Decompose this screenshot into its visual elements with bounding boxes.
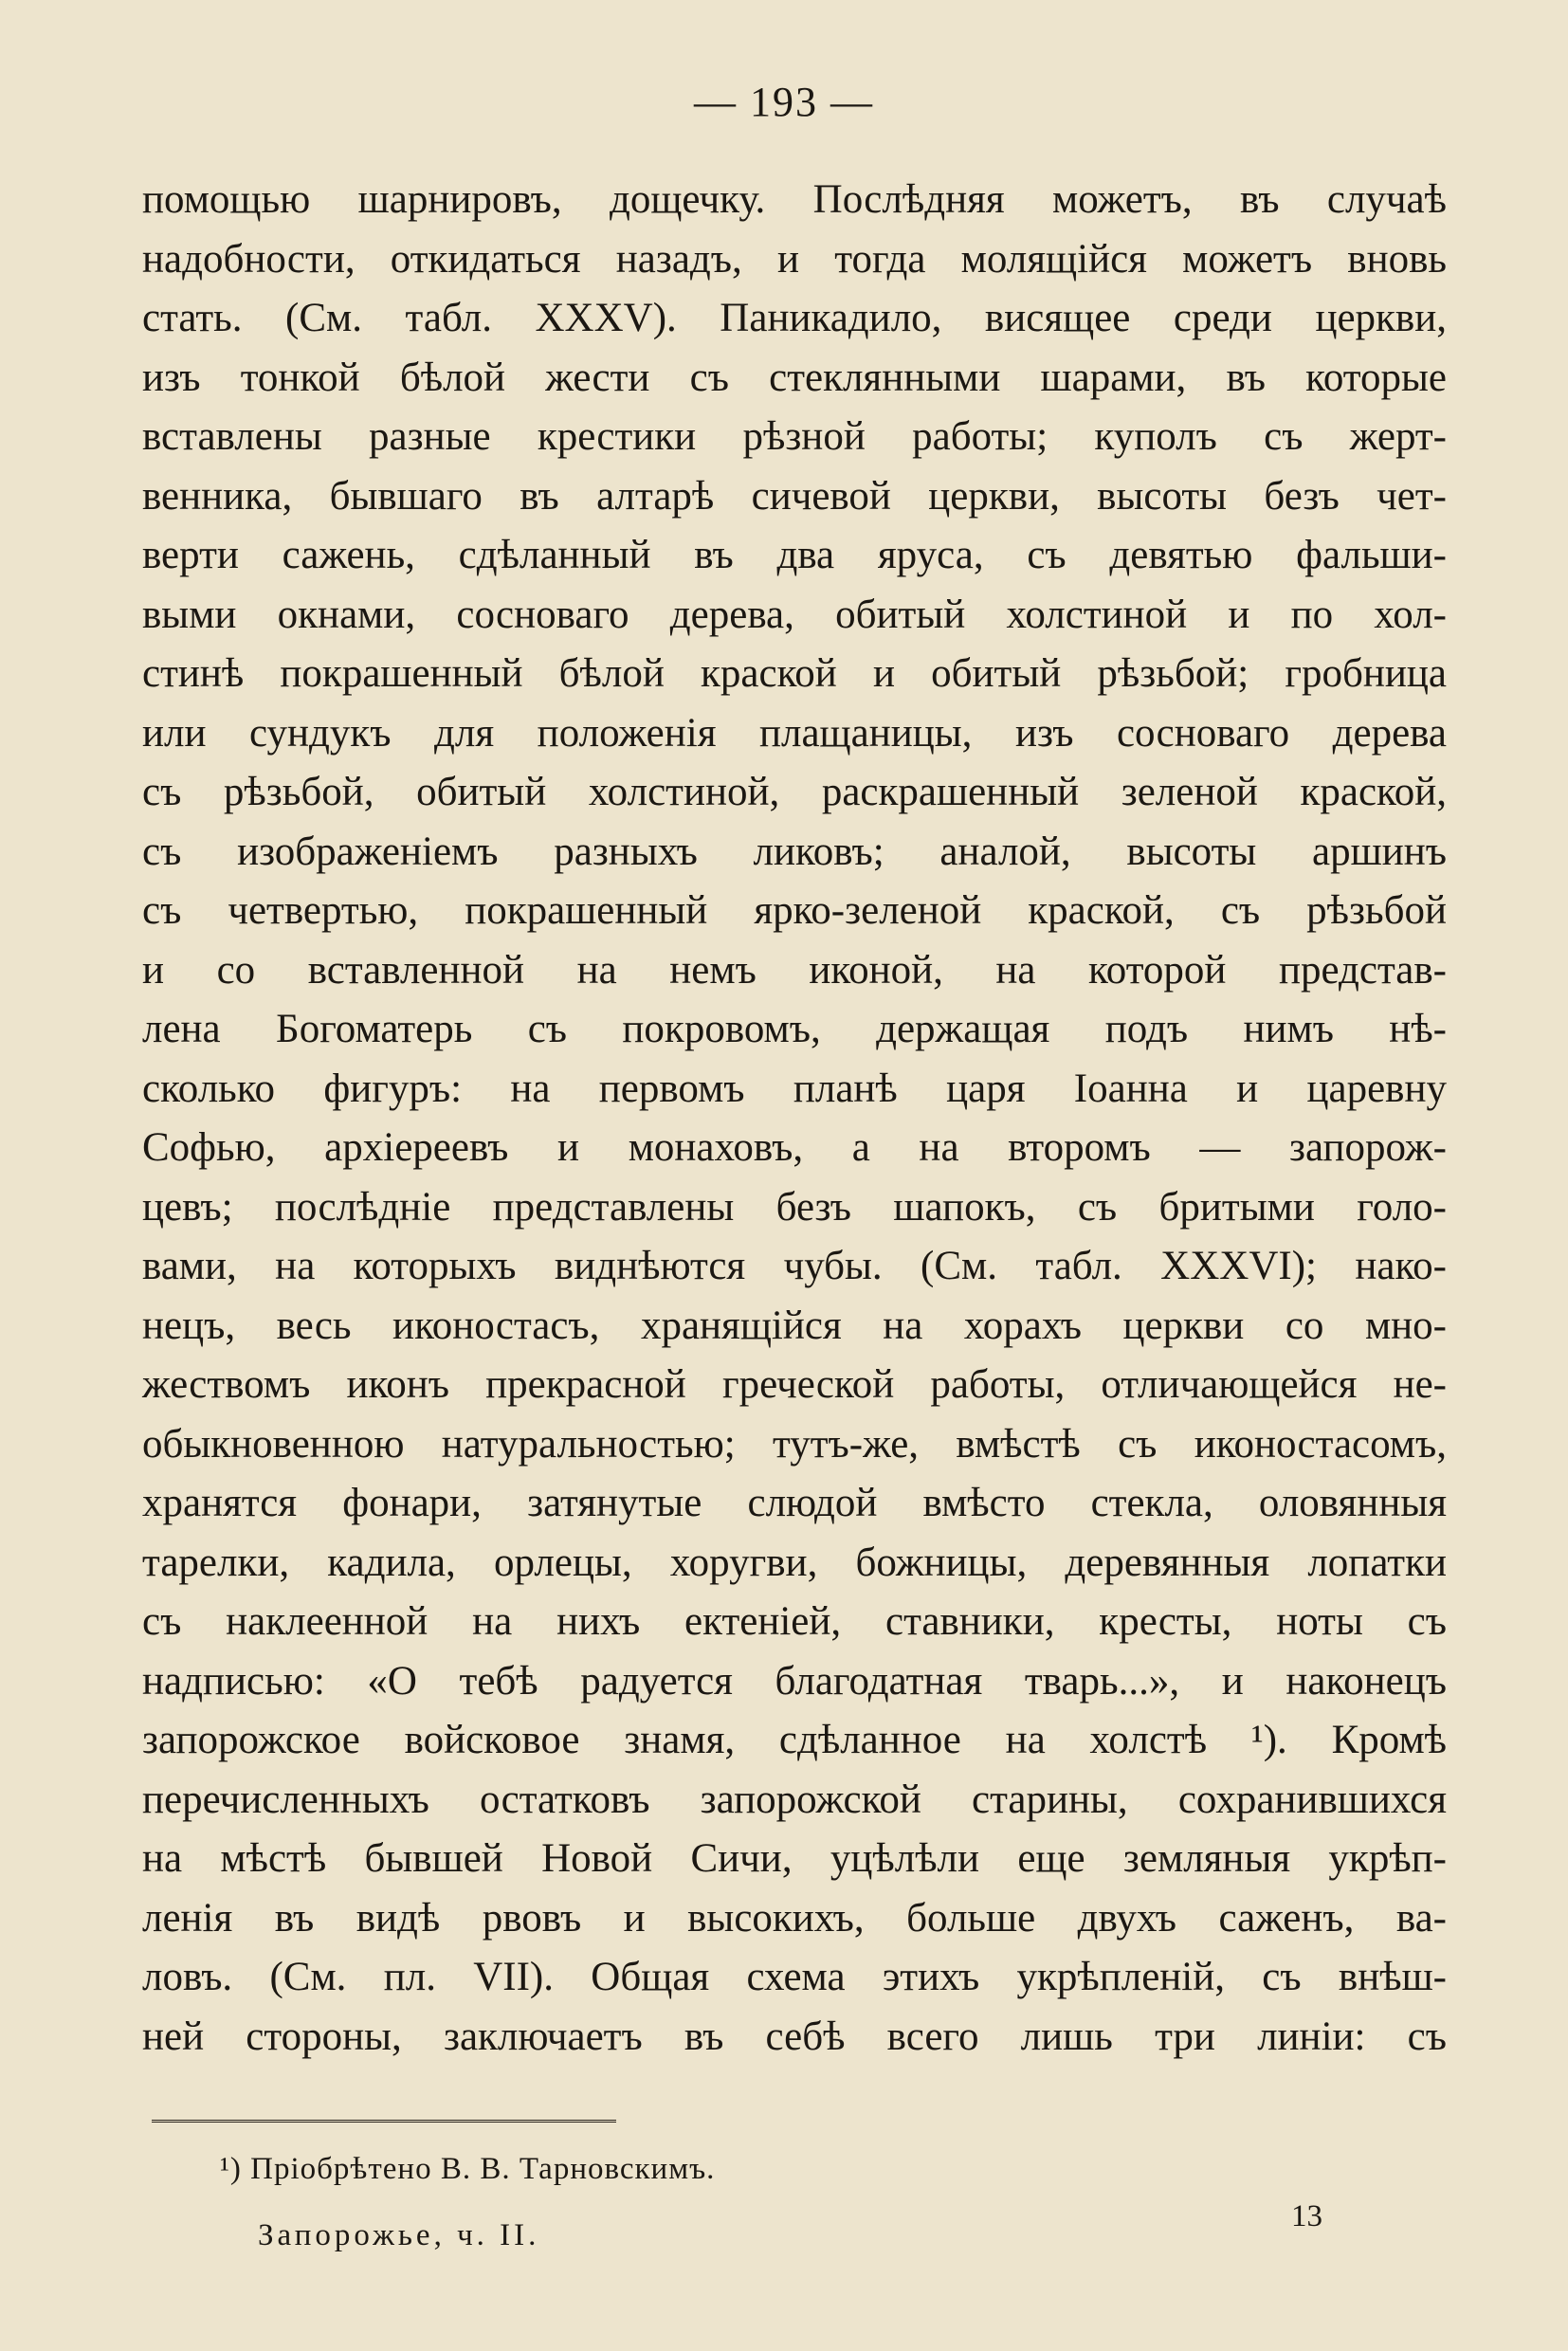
text-line: надобности, откидаться назадъ, и тогда молящійся можетъ вновь bbox=[142, 236, 1447, 282]
body-text bbox=[142, 171, 1447, 2067]
text-line: верти сажень, сдѣланный въ два яруса, съ девятью фальши- bbox=[142, 533, 1447, 577]
text-line: вами, на которыхъ виднѣются чубы. (См. табл. XXXVI); нако- bbox=[142, 1244, 1447, 1288]
text-line: на мѣстѣ бывшей Новой Сичи, уцѣлѣли еще земляныя укрѣп- bbox=[142, 1836, 1447, 1881]
text-line: стать. (См. табл. XXXV). Паникадило, висящее среди церкви, bbox=[142, 296, 1447, 340]
text-line: жествомъ иконъ прекрасной греческой работы, отличающейся не- bbox=[142, 1362, 1447, 1407]
text-line: лена Богоматерь съ покровомъ, держащая подъ нимъ нѣ- bbox=[142, 1007, 1447, 1051]
sheet-number: 13 bbox=[1291, 2199, 1322, 2233]
text-line: стинѣ покрашенный бѣлой краской и обитый рѣзьбой; гробница bbox=[142, 651, 1447, 696]
text-line: перечисленныхъ остатковъ запорожской старины, сохранившихся bbox=[142, 1777, 1447, 1822]
text-line: Софью, архіереевъ и монаховъ, а на второмъ — запорож- bbox=[142, 1125, 1447, 1170]
text-line: съ рѣзьбой, обитый холстиной, раскрашенный зеленой краской, bbox=[142, 770, 1447, 814]
text-line: тарелки, кадила, орлецы, хоругви, божницы, деревянныя лопатки bbox=[142, 1540, 1447, 1585]
footnote-divider bbox=[152, 2120, 616, 2123]
text-line: венника, бывшаго въ алтарѣ сичевой церкви, высоты безъ чет- bbox=[142, 473, 1447, 519]
text-line: ловъ. (См. пл. VII). Общая схема этихъ укрѣпленій, съ внѣш- bbox=[142, 1955, 1447, 1999]
text-line: съ изображеніемъ разныхъ ликовъ; аналой, высоты аршинъ bbox=[142, 829, 1447, 874]
text-line: вставлены разные крестики рѣзной работы; куполъ съ жерт- bbox=[142, 414, 1447, 459]
text-line: нецъ, весь иконостасъ, хранящійся на хорахъ церкви со мно- bbox=[142, 1303, 1447, 1348]
text-line: помощью шарнировъ, дощечку. Послѣдняя можетъ, въ случаѣ bbox=[142, 177, 1447, 222]
text-line: и со вставленной на немъ иконой, на которой представ- bbox=[142, 947, 1447, 993]
text-line: съ четвертью, покрашенный ярко-зеленой краской, съ рѣзьбой bbox=[142, 888, 1447, 933]
text-line: цевъ; послѣдніе представлены безъ шапокъ, съ бритыми голо- bbox=[142, 1184, 1447, 1230]
text-line: или сундукъ для положенія плащаницы, изъ сосноваго дерева bbox=[142, 710, 1447, 756]
text-line: съ наклеенной на нихъ ектеніей, ставники, кресты, ноты съ bbox=[142, 1599, 1447, 1644]
text-line: изъ тонкой бѣлой жести съ стеклянными шарами, въ которые bbox=[142, 355, 1447, 400]
text-line: надписью: «О тебѣ радуется благодатная тварь...», и наконецъ bbox=[142, 1658, 1447, 1704]
text-line: запорожское войсковое знамя, сдѣланное на холстѣ ¹). Кромѣ bbox=[142, 1718, 1447, 1762]
footnote: ¹) Пріобрѣтено В. В. Тарновскимъ. bbox=[220, 2152, 716, 2186]
text-line: сколько фигуръ: на первомъ планѣ царя Іоанна и царевну bbox=[142, 1066, 1447, 1111]
signature-line: Запорожье, ч. II. bbox=[258, 2218, 540, 2252]
text-line: обыкновенною натуральностью; тутъ-же, вмѣстѣ съ иконостасомъ, bbox=[142, 1421, 1447, 1467]
text-line: хранятся фонари, затянутые слюдой вмѣсто стекла, оловянныя bbox=[142, 1481, 1447, 1525]
page-number: — 193 — bbox=[694, 79, 874, 125]
text-line: ней стороны, заключаетъ въ себѣ всего лишь три линіи: съ bbox=[142, 2014, 1447, 2059]
text-line: ленія въ видѣ рвовъ и высокихъ, больше двухъ саженъ, ва- bbox=[142, 1895, 1447, 1941]
text-line: выми окнами, сосноваго дерева, обитый холстиной и по хол- bbox=[142, 592, 1447, 637]
